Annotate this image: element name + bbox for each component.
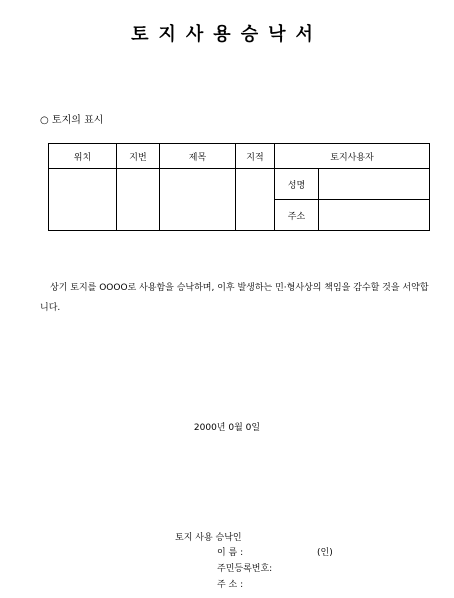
land-table [48,143,430,231]
table-header-row [49,144,430,169]
user-name-label: 성명 [275,169,319,200]
cell-land-category [160,169,236,231]
seal-mark: (인) [317,548,333,558]
header-area: 지적 [236,144,275,169]
header-lot-number: 지번 [117,144,160,169]
document-date: 2000년 0월 0일 [193,423,261,433]
section-heading: ○ 토지의 표시 [40,115,104,126]
signer-address-label: 주 소 : [217,580,244,590]
signer-id-label: 주민등록번호: [217,564,273,574]
signer-heading: 토지 사용 승낙인 [175,533,242,543]
signer-name-label: 이 름 : [217,548,244,558]
cell-location [49,169,117,231]
consent-paragraph: 상기 토지를 OOOO로 사용함을 승낙하며, 이후 발생하는 민·형사상의 책임을 감수할 것을 서약합니다. [40,283,429,313]
user-name-value [319,169,430,200]
header-land-user: 토지사용자 [275,144,430,169]
header-location: 위치 [49,144,117,169]
user-address-value [319,200,430,231]
user-address-label: 주소 [275,200,319,231]
document-title: 토지사용승낙서 [131,24,323,45]
cell-area [236,169,275,231]
header-land-category: 제목 [160,144,236,169]
table-row [49,169,430,200]
cell-lot-number [117,169,160,231]
